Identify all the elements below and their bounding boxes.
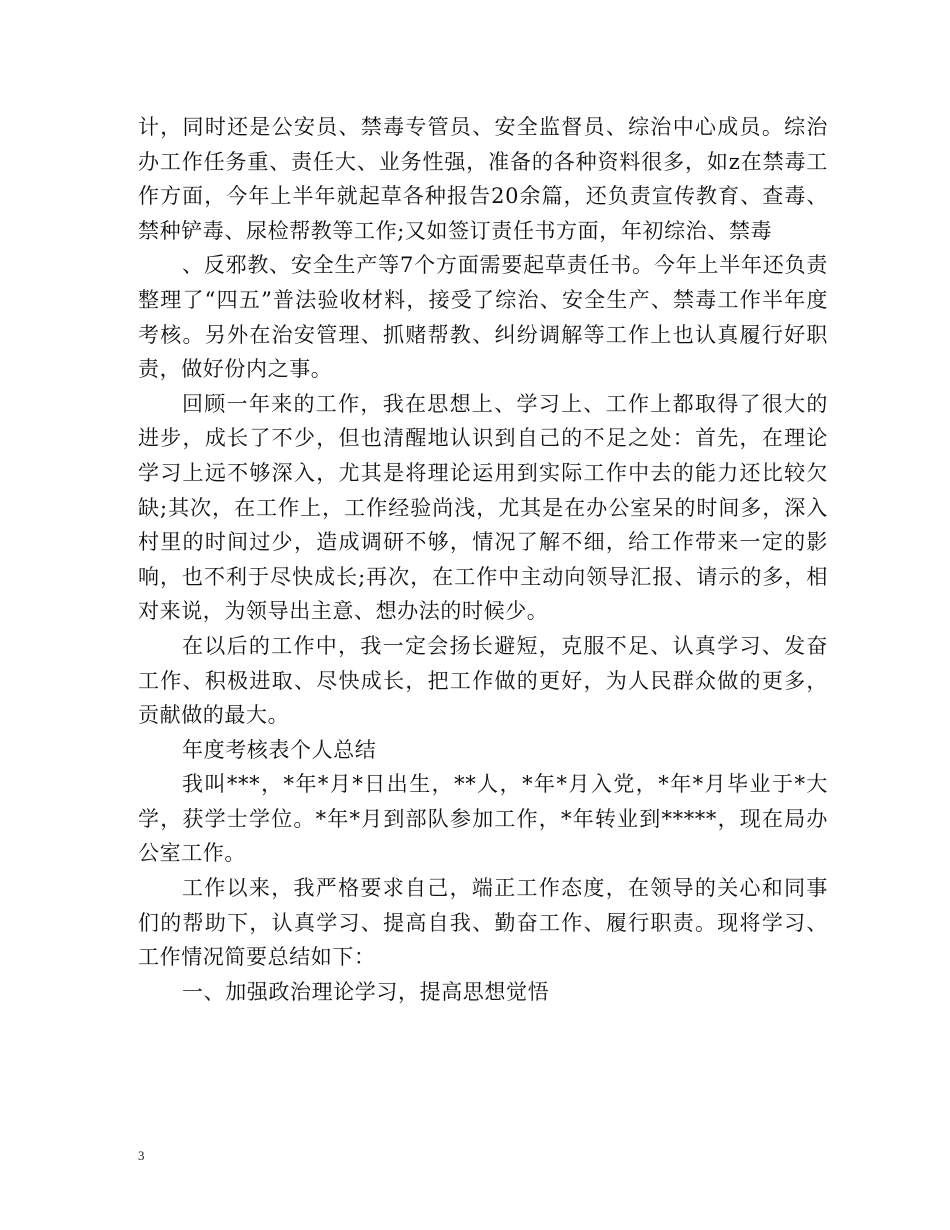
paragraph-continuation: 计，同时还是公安员、禁毒专管员、安全监督员、综治中心成员。综治办工作任务重、责任大、业务性强，准备的各种资料很多，如z在禁毒工作方面，今年上半年就起草各种报告20余篇，还负责宣传教育、查毒、禁种铲毒、尿检帮教等工作;又如签订责任书方面，年初综治、禁毒: [138, 115, 828, 243]
paragraph-future-work: 在以后的工作中，我一定会扬长避短，克服不足、认真学习、发奋工作、积极进取、尽快成长，把工作做的更好，为人民群众做的更多，贡献做的最大。: [138, 633, 828, 728]
paragraph-work-attitude: 工作以来，我严格要求自己，端正工作态度，在领导的关心和同事们的帮助下，认真学习、提高自我、勤奋工作、履行职责。现将学习、工作情况简要总结如下：: [138, 876, 828, 970]
page-number: 3: [138, 1148, 145, 1163]
section-title: 年度考核表个人总结: [182, 737, 377, 762]
subsection-title: 一、加强政治理论学习，提高思想觉悟: [182, 979, 550, 1004]
paragraph-self-introduction: 我叫***，*年*月*日出生，**人，*年*月入党，*年*月毕业于*大学，获学士学位。*年*月到部队参加工作，*年转业到*****，现在局办公室工作。: [138, 772, 828, 866]
document-body: [138, 110, 828, 1009]
paragraph-responsibility-letters: 、反邪教、安全生产等7个方面需要起草责任书。今年上半年还负责整理了“四五”普法验收材料，接受了综治、安全生产、禁毒工作半年度考核。另外在治安管理、抓赌帮教、纠纷调解等工作上也认真履行好职责，做好份内之事。: [138, 253, 828, 382]
paragraph-review-shortcomings: 回顾一年来的工作，我在思想上、学习上、工作上都取得了很大的进步，成长了不少，但也清醒地认识到自己的不足之处：首先，在理论学习上远不够深入，尤其是将理论运用到实际工作中去的能力还比较欠缺;其次，在工作上，工作经验尚浅，尤其是在办公室呆的时间多，深入村里的时间过少，造成调研不够，情况了解不细，给工作带来一定的影响，也不利于尽快成长;再次，在工作中主动向领导汇报、请示的多，相对来说，为领导出主意、想办法的时候少。: [138, 391, 828, 624]
